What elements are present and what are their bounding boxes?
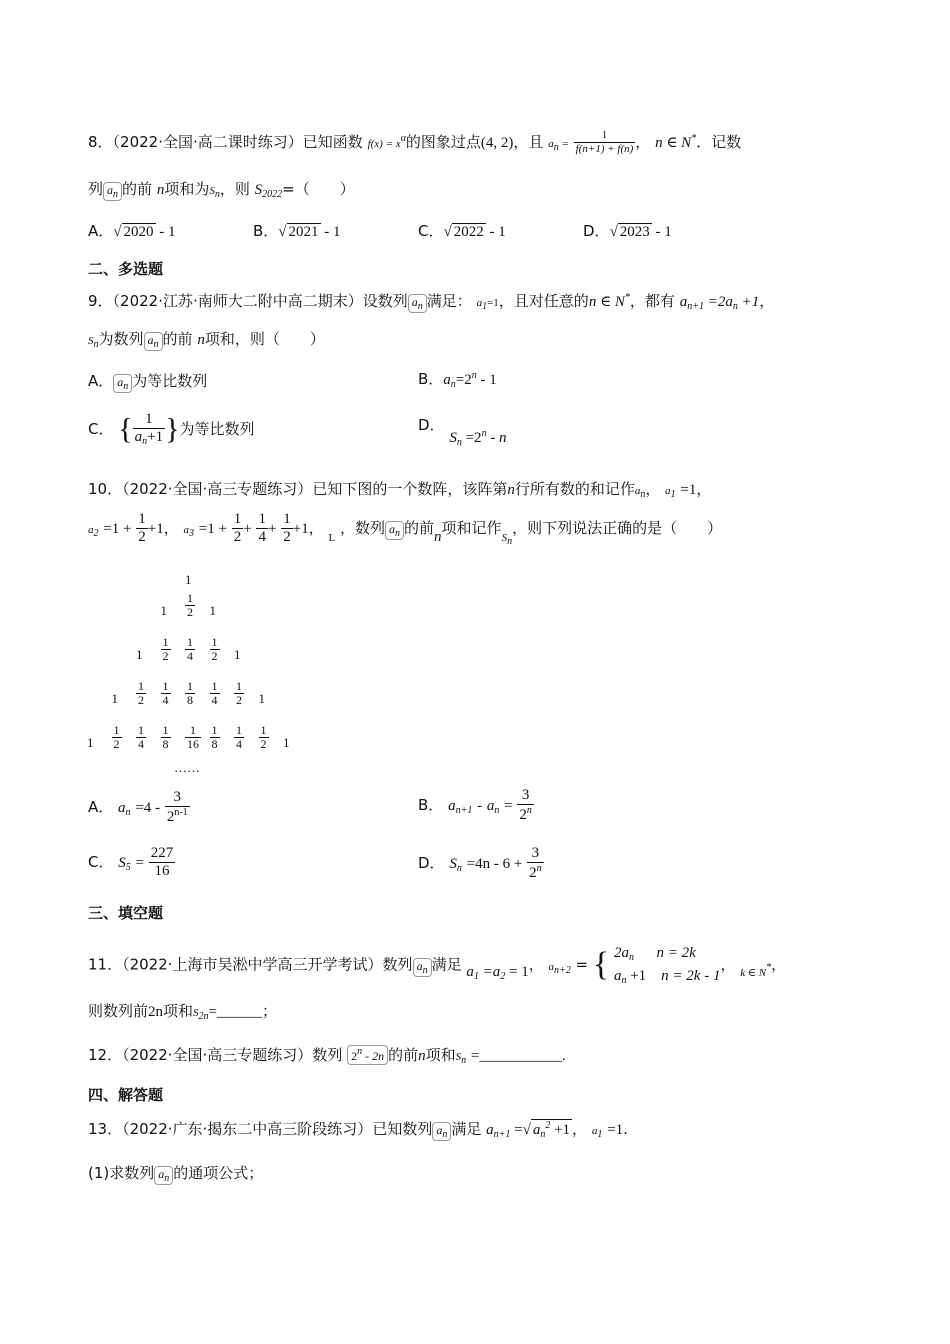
triangle-cell: 1 xyxy=(87,735,94,750)
triangle-cell: $\frac{1}{2}$ xyxy=(260,723,267,751)
triangle-cell: 1 xyxy=(111,691,118,706)
triangle-cell: $\frac{1}{4}$ xyxy=(211,679,218,707)
q8-option-d[interactable]: D．√ 2023 - 1 xyxy=(583,222,672,240)
triangle-cell: $\frac{1}{4}$ xyxy=(162,679,169,707)
triangle-cell: $\frac{1}{16}$ xyxy=(187,723,199,751)
q10-number: 10． xyxy=(88,480,123,498)
section-solution: 四、解答题 xyxy=(88,1086,164,1104)
q9-option-d[interactable]: D． $S_n =2^n - n$ xyxy=(418,416,507,448)
section-fill-blank: 三、填空题 xyxy=(88,904,164,922)
triangle-ellipsis: …… xyxy=(174,760,200,775)
q8-option-a[interactable]: A．√ 2020 - 1 xyxy=(88,222,176,240)
triangle-cell: $\frac{1}{2}$ xyxy=(113,723,120,751)
q10-option-a[interactable]: A． $a_n =4$ - $\frac{3}{2^{n-1}}$ xyxy=(88,789,188,825)
triangle-cell: $\frac{1}{2}$ xyxy=(236,679,242,707)
triangle-cell: $\frac{1}{4}$ xyxy=(138,723,144,751)
question-12: 12．（2022·全国·高三专题练习）数列 2$^n$ - 2n 的前n项和Sn =___________. xyxy=(88,1046,566,1066)
triangle-cell: 1 xyxy=(234,647,241,662)
q10-option-b[interactable]: B． $a_{n+1} - a_n$ = $\frac{3}{2^n}$ xyxy=(418,787,532,823)
q10-option-d[interactable]: D． $S_n =4n - 6$ + $\frac{3}{2^n}$ xyxy=(418,845,542,881)
q8-option-c[interactable]: C．√ 2022 - 1 xyxy=(418,222,506,240)
section-multiple-choice: 二、多选题 xyxy=(88,260,164,278)
q8-n-condition: n ∈ N* xyxy=(655,132,697,151)
q12-source: （2022·全国·高三专题练习） xyxy=(122,1046,313,1064)
triangle-cell: 1 xyxy=(160,603,167,618)
triangle-cell: 1 xyxy=(209,603,216,618)
triangle-cell: 1 xyxy=(283,735,290,750)
q8-function: f(x) = xα xyxy=(367,132,406,150)
triangle-cell: $\frac{1}{4}$ xyxy=(236,723,242,751)
triangle-cell: $\frac{1}{8}$ xyxy=(162,723,169,751)
triangle-cell: $\frac{1}{4}$ xyxy=(187,635,193,663)
triangle-cell: 1 xyxy=(185,572,192,587)
seq-bracket: $a_n$ xyxy=(103,182,122,201)
q9-source: （2022·江苏·南师大二附中高二期末） xyxy=(112,292,363,310)
q11-source: （2022·上海市吴淞中学高三开学考试） xyxy=(122,955,383,974)
question-11-line1: 11．（2022·上海市吴淞中学高三开学考试）数列 $a_n$ 满足 $a_1 =a_2 = 1$， an+2 = { $2a_n$ n = 2k $a_n +1$ n = 2k - 1， $_{k \in N*}$， xyxy=(88,942,786,988)
q9-option-a[interactable]: A． $a_n$ 为等比数列 xyxy=(88,372,208,392)
q13-number: 13． xyxy=(88,1120,123,1138)
q12-number: 12． xyxy=(88,1046,123,1064)
q8-number: 8． xyxy=(88,132,113,151)
triangle-cell: $\frac{1}{2}$ xyxy=(138,679,144,707)
question-9-line1: 9．（2022·江苏·南师大二附中高二期末）设数列 $a_n$ 满足： a1=1，且对任意的n ∈ N*，都有 $a_{n+1} =2a_n +1$， xyxy=(88,292,775,312)
triangle-cell: $\frac{1}{8}$ xyxy=(211,723,218,751)
q8-point: (4, 2) xyxy=(480,134,514,151)
q11-piecewise: { $2a_n$ n = 2k $a_n +1$ n = 2k - 1 xyxy=(592,945,721,986)
q8-option-b[interactable]: B．√ 2021 - 1 xyxy=(253,222,341,240)
q10-source: （2022·全国·高三专题练习） xyxy=(122,480,313,498)
question-8-line2: 列 $a_n$ 的前 n项和为Sn，则 $S_{2022}=$（ ） xyxy=(88,180,355,200)
triangle-cell: $\frac{1}{2}$ xyxy=(187,591,193,619)
question-8-line1: 8．（2022·全国·高二课时练习）已知函数 f(x) = xα的图象过点(4, 2)，且 an = $\frac{1}{f(n+1) + f(n)}$ ， n ∈ N*．记数 xyxy=(88,129,742,155)
q10-option-c[interactable]: C． $S_5$ = $\frac{227}{16}$ xyxy=(88,845,174,879)
question-11-line2: 则数列前2n项和S2n=______； xyxy=(88,1002,277,1022)
q9-number: 9． xyxy=(88,292,113,310)
q12-answer-blank[interactable]: =___________. xyxy=(470,1048,566,1064)
question-13: 13．（2022·广东·揭东二中高三阶段练习）已知数列 $a_n$ 满足 $a_{n+1}$ =√ $a_n^2 +1$ ， a1 =1. xyxy=(88,1120,628,1140)
triangle-cell: $\frac{1}{2}$ xyxy=(211,635,218,663)
triangle-cell: $\frac{1}{8}$ xyxy=(187,679,193,707)
q9-option-c[interactable]: C． { $\frac{1}{a_n+1}$ }为等比数列 xyxy=(88,411,255,447)
q11-number: 11． xyxy=(88,955,123,974)
q8-source: （2022·全国·高二课时练习） xyxy=(112,132,303,151)
triangle-cell: 1 xyxy=(258,691,265,706)
question-10-line2: a2 =1 + $\frac{1}{2}$ +1， a3 =1 + $\frac{1}{2}$ + $\frac{1}{4}$ + $\frac{1}{2}$ +1， $_L$ ，数列 $a_n$ 的前n项和记作$_{Sn}$，则下列说法正确的是（ ） xyxy=(88,511,723,548)
question-9-line2: Sn为数列 $a_n$ 的前 n项和，则（ ） xyxy=(88,330,325,350)
triangle-cell: $\frac{1}{2}$ xyxy=(162,635,169,663)
q13-source: （2022·广东·揭东二中高三阶段练习） xyxy=(122,1120,373,1138)
q8-fraction: $\frac{1}{f(n+1) + f(n)}$ xyxy=(575,129,634,155)
q9-option-b[interactable]: B．$a_n=2^n - 1$ xyxy=(418,370,497,390)
q11-answer-blank[interactable]: =______； xyxy=(208,1004,277,1020)
question-10-line1: 10．（2022·全国·高三专题练习）已知下图的一个数阵，该阵第n行所有数的和记作an， a1 =1， xyxy=(88,480,712,500)
q13-part-1: (1)求数列 $a_n$ 的通项公式； xyxy=(88,1164,264,1184)
triangle-cell: 1 xyxy=(136,647,143,662)
